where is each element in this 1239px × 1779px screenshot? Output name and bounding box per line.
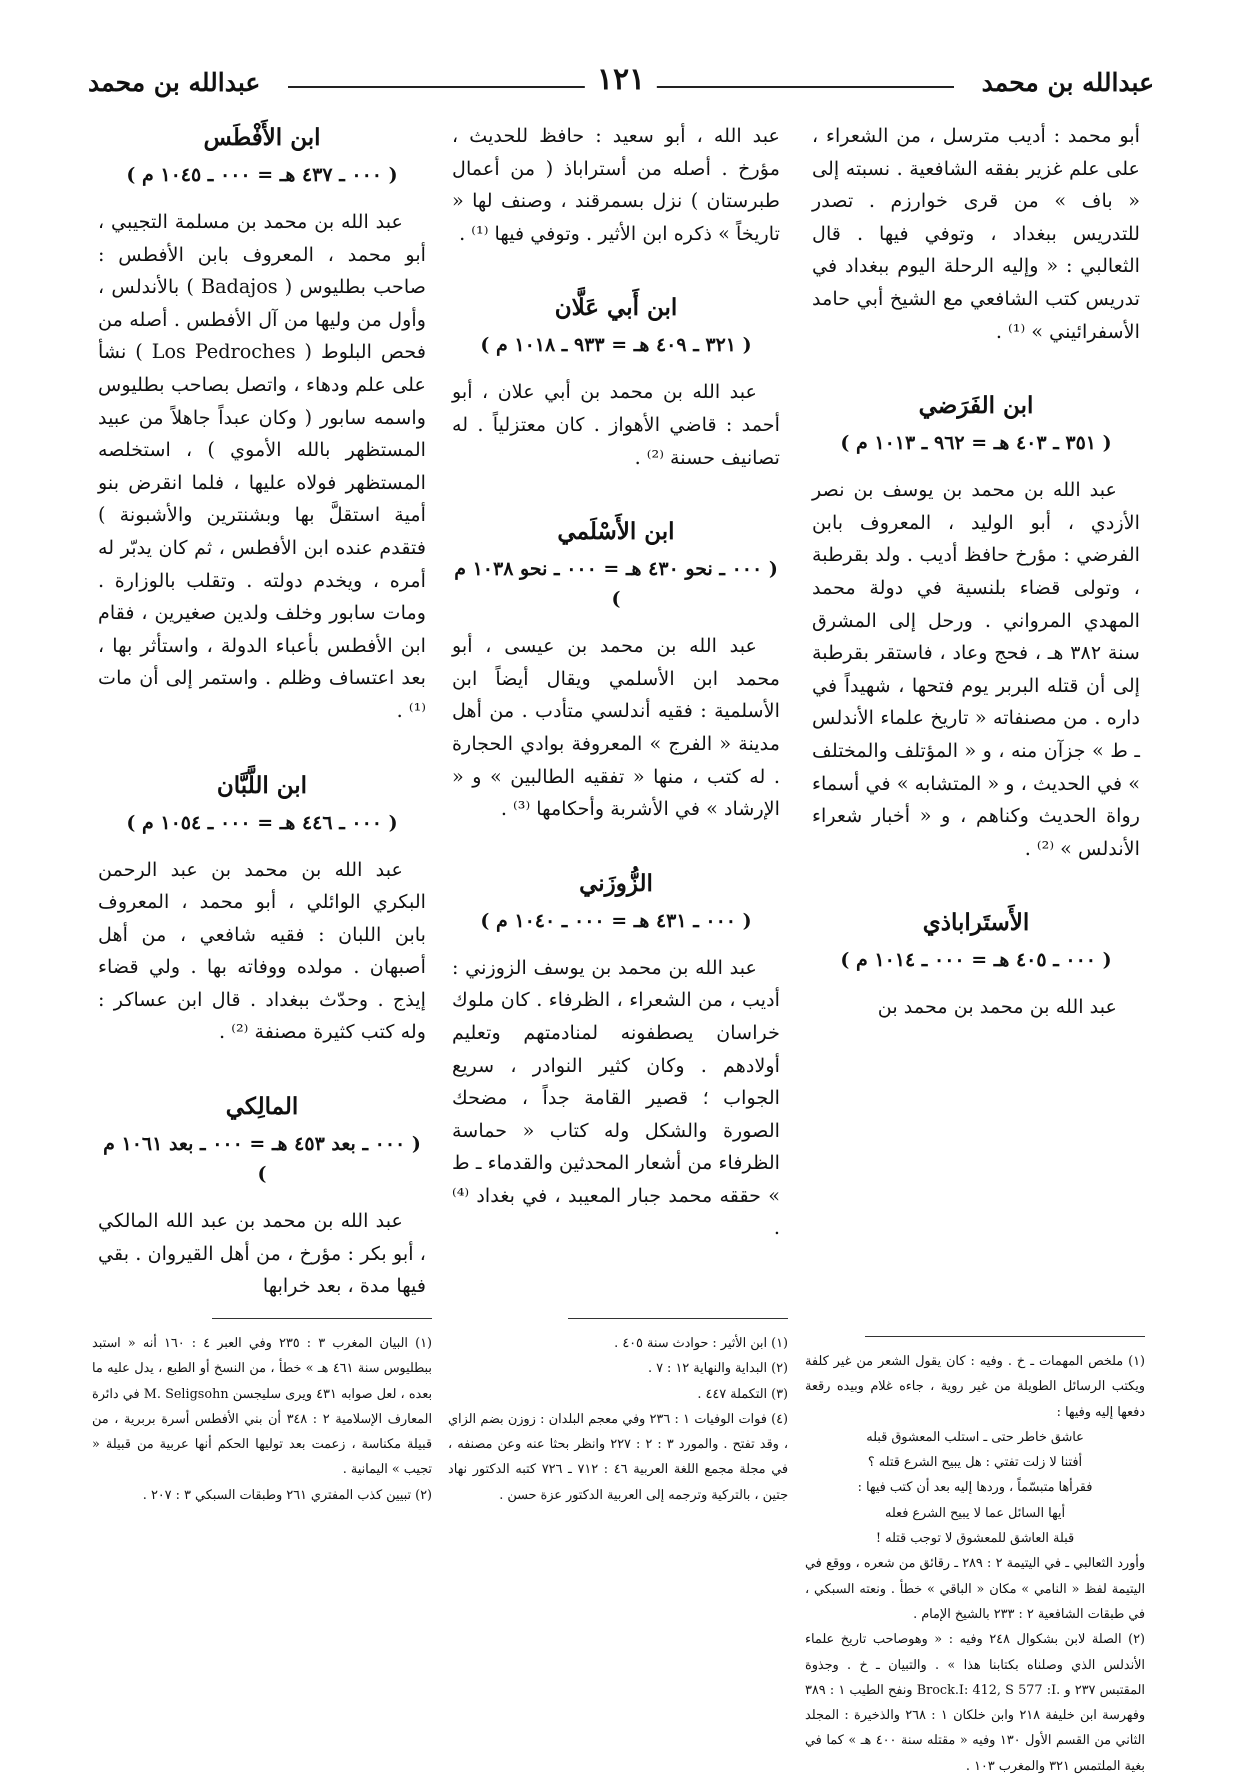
verse-line: أفتنا لا زلت تفتي : هل يبيح الشرع قتله ؟ [867, 1455, 1083, 1471]
footnotes-right [805, 1336, 1145, 1779]
footnote-rule [568, 1318, 788, 1319]
entry-title: الأَستَراباذي [922, 909, 1030, 937]
footnote: (١) البيان المغرب ٣ : ٢٣٥ وفي العبر ٤ : ١٦٠ أنه « استبد ببطليوس سنة ٤٦١ هـ » خطأ ، من النسخ أو الطبع ، يدل عليه ما بعده ، لعل صوابه ٤٣١ ويرى سليجسن M. Seligsohn في دائرة المعارف الإسلامية ٢ : ٣٤٨ أن بني الأفطس أسرة بربرية ، من قبيلة مكناسة ، زعمت بعد توليها الحكم أنها عربية من قبيلة « تجيب » اليمانية . [92, 1336, 433, 1478]
entry-dates: ( ٠٠٠ ـ ٤٠٥ هـ = ٠٠٠ ـ ١٠١٤ م ) [840, 949, 1112, 972]
footnote: (١) ملخص المهمات ـ خ . وفيه : كان يقول الشعر من غير كلفة ويكتب الرسائل الطويلة من غير روية ، جاءه غلام وبيده رقعة دفعها إليه وفيها : [805, 1354, 1145, 1420]
entry-text: عبد الله بن محمد بن مسلمة التجيبي ، أبو محمد ، المعروف بابن الأفطس : صاحب بطليوس ( Badajos ) بالأندلس ، وأول من وليها من آل الأفطس . أصله من فحص البلوط ( Los Pedroches ) نشأ على علم ودهاء ، واتصل بصاحب بطليوس واسمه سابور ( وكان عبداً جاهلاً من عبيد المستظهر بالله الأموي ) ، استخلصه المستظهر فولاه عليها ، فلما انقرض بنو أمية استقلَّ بها وبشنترين والأشبونة ) فتقدم عنده ابن الأفطس ، ثم كان يدبّر له أمره ، ويخدم دولته . وتقلب بالوزارة . ومات سابور وخلف ولدين صغيرين ، فقام ابن الأفطس بأعباء الدولة ، واستأثر بها ، بعد اعتساف وظلم . واستمر إلى أن مات ⁽¹⁾ . [98, 210, 427, 722]
header-left-title: عبدالله بن محمد [88, 68, 261, 97]
column-middle [452, 120, 780, 1245]
column-left [98, 120, 426, 1303]
entry-title: ابن الفَرَضي [918, 392, 1034, 420]
footnote: (٤) فوات الوفيات ١ : ٢٣٦ وفي معجم البلدان : زوزن بضم الزاي ، وقد تفتح . والمورد ٣ : ٢ : ٢٢٧ وانظر بحثا عنه وعن مصنفه ، في مجلة مجمع اللغة العربية ٤٦ : ٧١٢ ـ ٧٢٦ كتبه الدكتور نهاد جتين ، بالتركية وترجمه إلى العربية الدكتور عزة حسن . [448, 1411, 789, 1503]
footnote: وأورد الثعالبي ـ في اليتيمة ٢ : ٢٨٩ ـ رقائق من شعره ، ووقع في اليتيمة لفظ « النامي » مكان « الباقي » خطأ . ونعته السبكي ، في طبقات الشافعية ٢ : ٢٣٣ بالشيخ الإمام . [805, 1556, 1145, 1622]
entry-title: ابن الأَسْلَمي [557, 518, 675, 546]
entry-title: المالِكي [225, 1093, 299, 1121]
entry-title: ابن الأَفْطَس [203, 124, 321, 151]
verse-line: قبلة العاشق للمعشوق لا توجب قتله ! [875, 1531, 1075, 1547]
entry-dates: ( ٣٢١ ـ ٤٠٩ هـ = ٩٣٣ ـ ١٠١٨ م ) [480, 334, 752, 357]
entry-dates: ( ٠٠٠ ـ ٤٣٧ هـ = ٠٠٠ ـ ١٠٤٥ م ) [126, 164, 398, 186]
entry-dates: ( ٣٥١ ـ ٤٠٣ هـ = ٩٦٢ ـ ١٠١٣ م ) [840, 432, 1112, 455]
footnote: (١) ابن الأثير : حوادث سنة ٤٠٥ . [614, 1336, 788, 1351]
page-number: ١٢١ [585, 62, 657, 97]
entry-dates: ( ٠٠٠ ـ بعد ٤٥٣ هـ = ٠٠٠ ـ بعد ١٠٦١ م ) [103, 1133, 421, 1186]
entry-text: عبد الله بن محمد بن عبد الله المالكي ، أبو بكر : مؤرخ ، من أهل القيروان . بقي فيها مدة ، بعد خرابها [98, 1209, 426, 1298]
page-header [88, 62, 1154, 102]
entry-title: ابن اللَّبَّان [216, 771, 308, 799]
footnotes-left [92, 1318, 432, 1508]
entry-dates: ( ٠٠٠ ـ ٤٣١ هـ = ٠٠٠ ـ ١٠٤٠ م ) [480, 909, 752, 932]
continuation-text: عبد الله ، أبو سعيد : حافظ للحديث ، مؤرخ . أصله من أستراباذ ( من أعمال طبرستان ) نزل بسمرقند ، وصنف لها « تاريخاً » ذكره ابن الأثير . وتوفي فيها ⁽¹⁾ . [452, 124, 780, 245]
footnote-rule [212, 1318, 432, 1319]
footnote: (٢) البداية والنهاية ١٢ : ٧ . [647, 1361, 788, 1377]
entry-text: عبد الله بن محمد بن يوسف بن نصر الأزدي ، أبو الوليد ، المعروف بابن الفرضي : مؤرخ حافظ أديب . ولد بقرطبة ، وتولى قضاء بلنسية في دولة محمد المهدي المرواني . ورحل إلى المشرق سنة ٣٨٢ هـ ، فحج وعاد ، فاستقر بقرطبة إلى أن قتله البربر يوم فتحها ، شهيداً في داره . من مصنفاته « تاريخ علماء الأندلس ـ ط » جزآن منه ، و « المؤتلف والمختلف » في الحديث ، و « المتشابه » في أسماء رواة الحديث وكناهم ، و « أخبار شعراء الأندلس » ⁽²⁾ . [812, 478, 1140, 860]
footnote: (٢) الصلة لابن بشكوال ٢٤٨ وفيه : « وهوصاحب تاريخ علماء الأندلس الذي وصلناه بكتابنا هذا » . والتبيان ـ خ . وجذوة المقتبس ٢٣٧ و .Brock.I: 412, S 577 :I ونفح الطيب ١ : ٣٨٩ وفهرسة ابن خليفة ٢١٨ وابن خلكان ١ : ٢٦٨ والذخيرة : المجلد الثاني من القسم الأول ١٣٠ وفيه « مقتله سنة ٤٠٠ هـ » كما في بغية الملتمس ٣٢١ والمغرب ١٠٣ . [805, 1632, 1145, 1774]
continuation-text: أبو محمد : أديب مترسل ، من الشعراء ، على علم غزير بفقه الشافعية . نسبته إلى « باف » من قرى خوارزم . تصدر للتدريس ببغداد ، وتوفي فيها . قال الثعالبي : « وإليه الرحلة اليوم ببغداد في تدريس كتب الشافعي مع الشيخ أبي حامد الأسفرائيني » ⁽¹⁾ . [812, 124, 1140, 343]
verse-line: فقرأها متبسّماً ، وردها إليه بعد أن كتب فيها : [857, 1480, 1093, 1496]
footnotes-middle [448, 1318, 788, 1508]
entry-dates: ( ٠٠٠ ـ نحو ٤٣٠ هـ = ٠٠٠ ـ نحو ١٠٣٨ م ) [454, 558, 778, 611]
footnote: (٣) التكملة ٤٤٧ . [697, 1386, 788, 1402]
entry-text: عبد الله بن محمد بن عيسى ، أبو محمد ابن الأسلمي ويقال أيضاً ابن الأسلمية : فقيه أندلسي متأدب . من أهل مدينة « الفرج » المعروفة بوادي الحجارة . له كتب ، منها « تفقيه الطالبين » و « الإرشاد » في الأشربة وأحكامها ⁽³⁾ . [452, 634, 780, 821]
footnote-rule [865, 1336, 1145, 1337]
header-right-title: عبدالله بن محمد [981, 68, 1154, 97]
entry-text: عبد الله بن محمد بن أبي علان ، أبو أحمد : قاضي الأهواز . كان معتزلياً . له تصانيف حسنة ⁽²⁾ . [452, 380, 780, 469]
footnote: (٢) تبيين كذب المفتري ٢٦١ وطبقات السبكي ٣ : ٢٠٧ . [142, 1487, 432, 1503]
entry-text: عبد الله بن محمد بن يوسف الزوزني : أديب ، من الشعراء ، الظرفاء . كان ملوك خراسان يصطفونه لمنادمتهم وتعليم أولادهم . وكان كثير النوادر ، سريع الجواب ؛ قصير القامة جداً ، مضحك الصورة والشكل وله كتاب « حماسة الظرفاء من أشعار المحدثين والقدماء ـ ط » حققه محمد جبار المعيبد ، في بغداد ⁽⁴⁾ . [452, 955, 780, 1240]
entry-title: ابن أَبي عَلَّان [554, 294, 678, 322]
entry-text: عبد الله بن محمد بن محمد بن [877, 995, 1117, 1019]
verse-line: أيها السائل عما لا يبيح الشرع فعله [884, 1505, 1066, 1521]
entry-dates: ( ٠٠٠ ـ ٤٤٦ هـ = ٠٠٠ ـ ١٠٥٤ م ) [126, 811, 398, 834]
verse-line: عاشق خاطر حتى ـ استلب المعشوق قبله [866, 1429, 1084, 1445]
column-right [812, 120, 1140, 1024]
entry-title: الزُّوزَني [579, 869, 653, 897]
entry-text: عبد الله بن محمد بن عبد الرحمن البكري الوائلي ، أبو محمد ، المعروف بابن اللبان : فقيه شافعي ، من أهل أصبهان . مولده ووفاته بها . ولي قضاء إيذج . وحدّث ببغداد . قال ابن عساكر : وله كتب كثيرة مصنفة ⁽²⁾ . [98, 857, 426, 1044]
